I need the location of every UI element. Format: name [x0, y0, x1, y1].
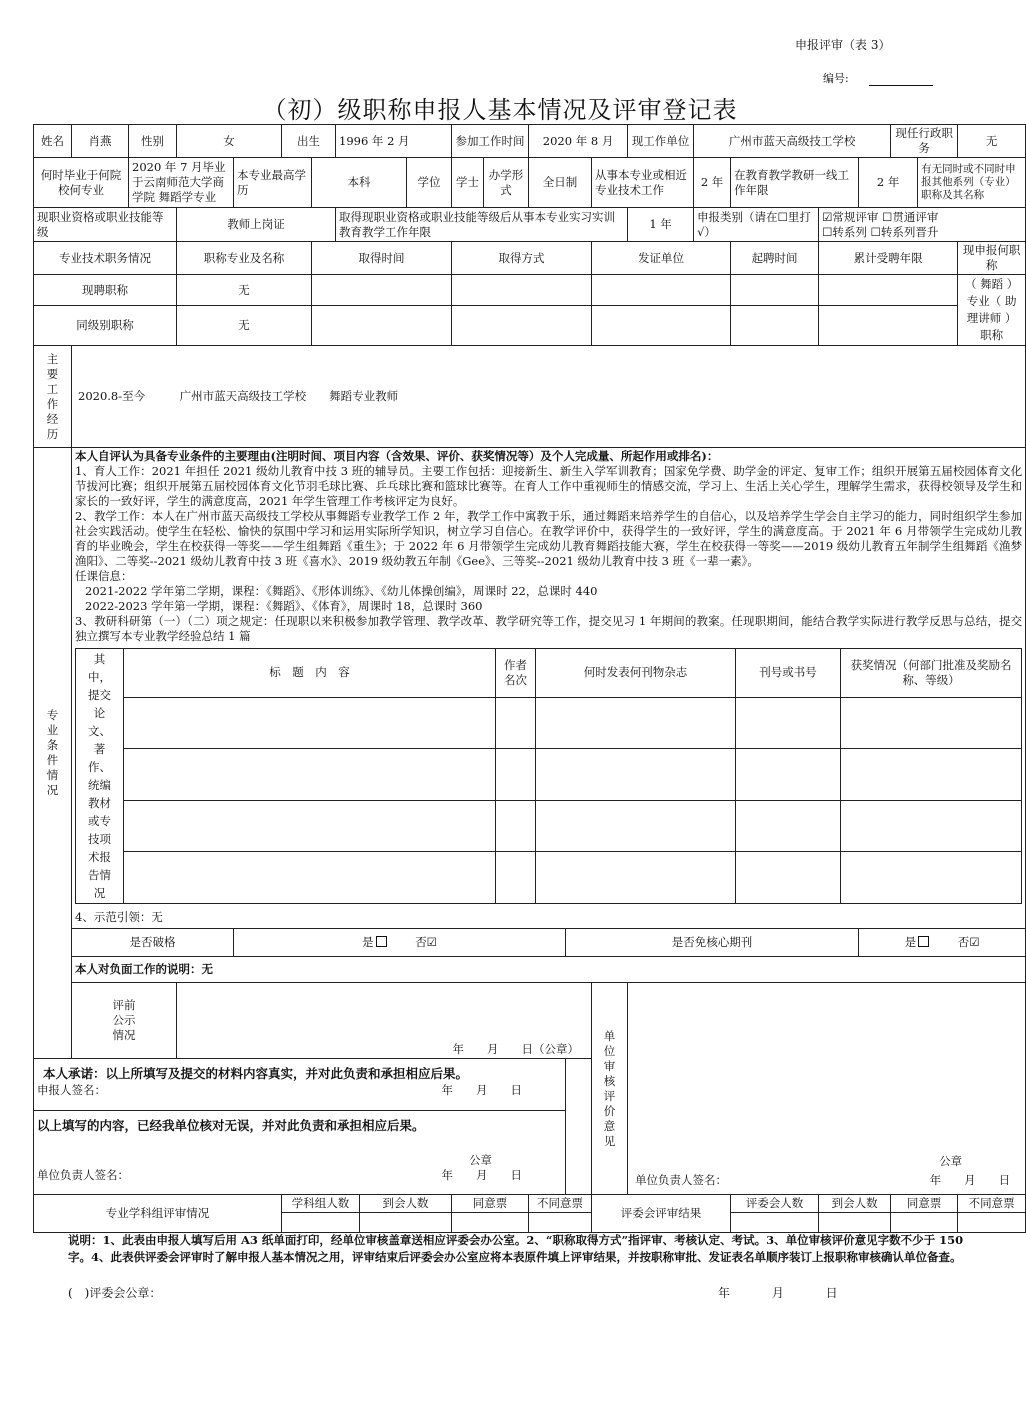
current-title-method[interactable]	[452, 275, 592, 306]
conditions-p2: 2、教学工作：本人在广州市蓝天高级技工学校从事舞蹈专业教学工作 2 年，教学工作中寓教于乐，通过舞蹈来培养学生的自信心，以及培养学生学会自主学习的能力，同时组织学生参加社会实践活动。使学生在轻松、愉快的氛围中学习和运用实际所学知识，树立学习自信心。在教学评价中，获得学生的一致好评，学生的满意度高。于 2021 年 6 月带领学生完成幼儿教育的毕业晚会，学生在校获得一等奖——学生组舞蹈《重生》；于 2022 年 6 月带领学生完成幼儿教育舞蹈技能大赛，学生在校获得一等奖——2019 级幼儿教育五年制学生组舞蹈《渔梦渔阳》、二等奖--2021 级幼儿教育中技 3 班《喜水》、2019 级幼教五年制《Gee》、三等奖--2021 级幼儿教育中技 3 班《一辈一素》。	[75, 509, 1023, 568]
group-header-attend: 到会人数	[360, 1195, 452, 1213]
experience-row	[34, 346, 1026, 448]
practice-value[interactable]: 1 年	[628, 208, 694, 242]
publicity-row	[34, 983, 1026, 1059]
pledge-box[interactable]	[34, 1059, 566, 1111]
papers-header-title: 标 题 内 容	[124, 649, 496, 698]
degree-value[interactable]: 学士	[452, 158, 484, 208]
category-transfer-promote-checkbox[interactable]: ☐转系列晋升	[870, 224, 939, 239]
committee-date: 年 月 日	[718, 1286, 838, 1300]
unit-verify-date: 年 月 日	[441, 1168, 523, 1182]
same-level-years[interactable]	[819, 306, 958, 346]
conditions-p3: 3、教研科研第（一）（二）项之规定：任现职以来积极参加教学管理、教学改革、教学研究等工作，提交见习 1 年期间的教案。任现职期间，能结合教学实际进行教学反思与总结，提交独立撰写本专业教学经验总结 1 篇	[75, 614, 1023, 643]
category-options	[819, 208, 1026, 242]
conditions-p4: 4、示范引领：无	[75, 910, 163, 924]
experience-label: 主要工作经历	[34, 346, 72, 448]
titles-header-col3: 取得时间	[312, 242, 452, 275]
committee-header-agree: 同意票	[891, 1195, 958, 1213]
group-header-count: 学科组人数	[282, 1195, 360, 1213]
publicity-date[interactable]: 年 月 日（公章）	[177, 983, 592, 1059]
serial-field[interactable]	[869, 85, 933, 86]
core-no-checkbox[interactable]: 否☑	[957, 935, 980, 949]
course-title: 任课信息：	[75, 569, 133, 583]
titles-header-col7: 累计受聘年限	[819, 242, 958, 275]
education-row	[34, 158, 1026, 208]
unit-opinion-seal: 公章	[939, 1154, 963, 1168]
current-title-value[interactable]: 无	[177, 275, 312, 306]
table-row[interactable]	[76, 800, 1022, 852]
category-through-checkbox[interactable]: ☐贯通评审	[882, 209, 939, 224]
notes: 说明：1、此表由申报人填写后用 A3 纸单面打印，经单位审核盖章送相应评委会办公室。2、“职称取得方式”指评审、考核认定、考试。3、单位审核评价意见字数不少于 150 字。4、此表供评委会评审时了解申报人基本情况之用，评审结束后评委会办公室应将本表原件填上评审结果，并按职称审批、发证表名单顺序装订上报职称审核确认单位备查。	[68, 1233, 964, 1264]
committee-count-value[interactable]	[731, 1213, 819, 1233]
current-title-date[interactable]	[312, 275, 452, 306]
qualification-row	[34, 208, 1026, 242]
admin-label: 现任行政职务	[891, 125, 958, 158]
practice-label: 取得现职业资格或职业技能等级后从事本专业实习实训教育教学工作年限	[336, 208, 628, 242]
years-research-label: 在教育教学教研一线工作年限	[731, 158, 859, 208]
committee-disagree-value[interactable]	[958, 1213, 1026, 1233]
same-level-date[interactable]	[312, 306, 452, 346]
same-level-title-label: 同级别职称	[34, 306, 177, 346]
birth-value[interactable]: 1996 年 2 月	[336, 125, 452, 158]
committee-attend-value[interactable]	[819, 1213, 891, 1233]
pledge-date: 年 月 日	[441, 1083, 523, 1097]
group-agree-value[interactable]	[452, 1213, 529, 1233]
papers-table	[75, 648, 1022, 904]
papers-header-journal: 何时发表何刊物杂志	[536, 649, 736, 698]
negative-row	[34, 957, 1026, 983]
break-label: 是否破格	[72, 929, 234, 957]
break-no-checkbox[interactable]: 否☑	[415, 935, 437, 949]
titles-header-col1: 专业技术职务情况	[34, 242, 177, 275]
table-row[interactable]	[76, 749, 1022, 801]
unit-opinion-label: 单位审核评价意见	[592, 983, 628, 1195]
review-header-row	[34, 1195, 1026, 1213]
unit-label: 现工作单位	[628, 125, 694, 158]
page-title: （初）级职称申报人基本情况及评审登记表	[262, 96, 738, 124]
unit-value[interactable]: 广州市蓝天高级技工学校	[694, 125, 891, 158]
gender-label: 性别	[129, 125, 177, 158]
grad-value[interactable]: 2020 年 7 月毕业于云南师范大学商学院 舞蹈学专业	[129, 158, 234, 208]
years-related-label: 从事本专业或相近专业技术工作	[592, 158, 694, 208]
category-label: 申报类别（请在☐里打√）	[694, 208, 819, 242]
break-row	[34, 929, 1026, 957]
committee-header-count: 评委会人数	[731, 1195, 819, 1213]
pledge-text: 本人承诺：以上所填写及提交的材料内容真实，并对此负责和承担相应后果。	[43, 1066, 469, 1081]
checkbox-icon	[376, 936, 387, 947]
table-row	[34, 275, 1026, 306]
papers-header-issn: 刊号或书号	[736, 649, 841, 698]
registration-table	[33, 124, 1026, 1233]
committee-header-disagree: 不同意票	[958, 1195, 1026, 1213]
form-tag: 申报评审（表 3）	[795, 38, 891, 52]
papers-label: 其中，提交论文、著作、统编教材或专技项术报告情况	[76, 649, 124, 904]
core-yes-checkbox[interactable]: 是	[905, 935, 932, 949]
papers-header-award: 获奖情况（何部门批准及奖励名称、等级）	[841, 649, 1022, 698]
table-row	[34, 306, 1026, 346]
same-level-method[interactable]	[452, 306, 592, 346]
unit-opinion-box[interactable]	[628, 983, 1026, 1195]
work-start-label: 参加工作时间	[452, 125, 529, 158]
committee-seal: ( )评委会公章：	[68, 1286, 162, 1300]
unit-opinion-date: 年 月 日	[929, 1173, 1011, 1187]
current-title-label: 现聘职称	[34, 275, 177, 306]
group-header-agree: 同意票	[452, 1195, 529, 1213]
gender-value[interactable]: 女	[177, 125, 282, 158]
unit-verify-seal: 公章	[469, 1153, 493, 1167]
table-row[interactable]	[76, 852, 1022, 904]
same-level-hire[interactable]	[731, 306, 819, 346]
group-attend-value[interactable]	[360, 1213, 452, 1233]
negative-text[interactable]: 本人对负面工作的说明：无	[72, 957, 1026, 983]
pledge-sign: 申报人签名：	[37, 1083, 106, 1097]
basic-info-row	[34, 125, 1026, 158]
conditions-row	[34, 448, 1026, 929]
work-start-value[interactable]: 2020 年 8 月	[529, 125, 628, 158]
degree-label: 学位	[407, 158, 452, 208]
break-yes-checkbox[interactable]: 是	[362, 935, 389, 949]
committee-review-label: 评委会评审结果	[592, 1195, 731, 1233]
course-2: 2022-2023 学年第一学期，课程：《舞蹈》、《体育》，周课时 18，总课时 360	[85, 599, 483, 613]
break-options	[234, 929, 566, 957]
group-count-value[interactable]	[282, 1213, 360, 1233]
qual-value[interactable]: 教师上岗证	[177, 208, 336, 242]
years-related-value[interactable]: 2 年	[694, 158, 731, 208]
titles-header-col2: 职称专业及名称	[177, 242, 312, 275]
current-title-issuer[interactable]	[592, 275, 731, 306]
serial-label: 编号:	[823, 72, 849, 85]
publicity-label: 评前公示情况	[72, 983, 177, 1059]
titles-header-col4: 取得方式	[452, 242, 592, 275]
form-sheet	[33, 124, 1023, 1233]
experience-value[interactable]: 2020.8-至今 广州市蓝天高级技工学校 舞蹈专业教师	[72, 346, 1026, 448]
unit-opinion-sign: 单位负责人签名：	[635, 1173, 728, 1187]
course-1: 2021-2022 学年第二学期，课程：《舞蹈》、《形体训练》、《幼儿体操创编》，周课时 22，总课时 440	[85, 584, 598, 598]
group-disagree-value[interactable]	[529, 1213, 592, 1233]
mode-label: 办学形式	[484, 158, 529, 208]
same-level-issuer[interactable]	[592, 306, 731, 346]
group-review-label: 专业学科组评审情况	[34, 1195, 282, 1233]
core-journal-label: 是否免核心期刊	[566, 929, 859, 957]
group-header-disagree: 不同意票	[529, 1195, 592, 1213]
apply-title-value[interactable]: （ 舞蹈 ）专业（ 助理讲师 ）职称	[958, 275, 1026, 346]
name-value[interactable]: 肖燕	[72, 125, 129, 158]
conditions-label: 专业条件情况	[34, 448, 72, 1059]
table-row[interactable]	[76, 697, 1022, 749]
qual-label: 现职业资格或职业技能等级	[34, 208, 177, 242]
category-transfer-checkbox[interactable]: ☐转系列	[822, 224, 867, 239]
unit-verify-text: 以上填写的内容，已经我单位核对无误，并对此负责和承担相应后果。	[37, 1118, 425, 1133]
papers-header-rank: 作者名次	[496, 649, 536, 698]
name-label: 姓名	[34, 125, 72, 158]
admin-value[interactable]: 无	[958, 125, 1026, 158]
edu-value[interactable]: 本科	[312, 158, 407, 208]
titles-header-row	[34, 242, 1026, 275]
current-title-years[interactable]	[819, 275, 958, 306]
unit-verify-box[interactable]	[34, 1111, 566, 1195]
titles-header-col6: 起聘时间	[731, 242, 819, 275]
conditions-intro: 本人自评认为具备专业条件的主要理由(注明时间、项目内容（含效果、评价、获奖情况等）及个人完成量、所起作用或排名)：	[75, 449, 719, 463]
category-regular-checkbox[interactable]: ☑常规评审	[822, 209, 879, 224]
birth-label: 出生	[282, 125, 336, 158]
committee-agree-value[interactable]	[891, 1213, 958, 1233]
other-series-label: 有无同时或不同时申报其他系列（专业）职称及其名称	[918, 158, 1026, 208]
unit-verify-sign: 单位负责人签名：	[37, 1168, 129, 1182]
years-research-value[interactable]: 2 年	[859, 158, 918, 208]
titles-header-col5: 发证单位	[592, 242, 731, 275]
current-title-hire[interactable]	[731, 275, 819, 306]
titles-header-col8: 现申报何职称	[958, 242, 1026, 275]
grad-label: 何时毕业于何院校何专业	[34, 158, 129, 208]
conditions-text[interactable]	[72, 448, 1026, 929]
committee-header-attend: 到会人数	[819, 1195, 891, 1213]
core-journal-options	[859, 929, 1026, 957]
conditions-p1: 1、育人工作：2021 年担任 2021 级幼儿教育中技 3 班的辅导员。主要工作包括：迎接新生、新生入学军训教育；国家免学费、助学金的评定、复审工作；组织开展第五届校园体育文化节拔河比赛；组织开展第五届校园体育文化节羽毛球比赛、乒乓球比赛和篮球比赛等。在育人工作中重视师生的情感交流，学习上、生活上关心学生，理解学生需求，获得校领导及学生和家长的一致好评，学生的满意度高，2021 年学生管理工作考核评定为良好。	[75, 464, 1023, 508]
checkbox-icon	[918, 936, 929, 947]
same-level-title-value[interactable]: 无	[177, 306, 312, 346]
edu-label: 本专业最高学历	[234, 158, 312, 208]
mode-value[interactable]: 全日制	[529, 158, 592, 208]
